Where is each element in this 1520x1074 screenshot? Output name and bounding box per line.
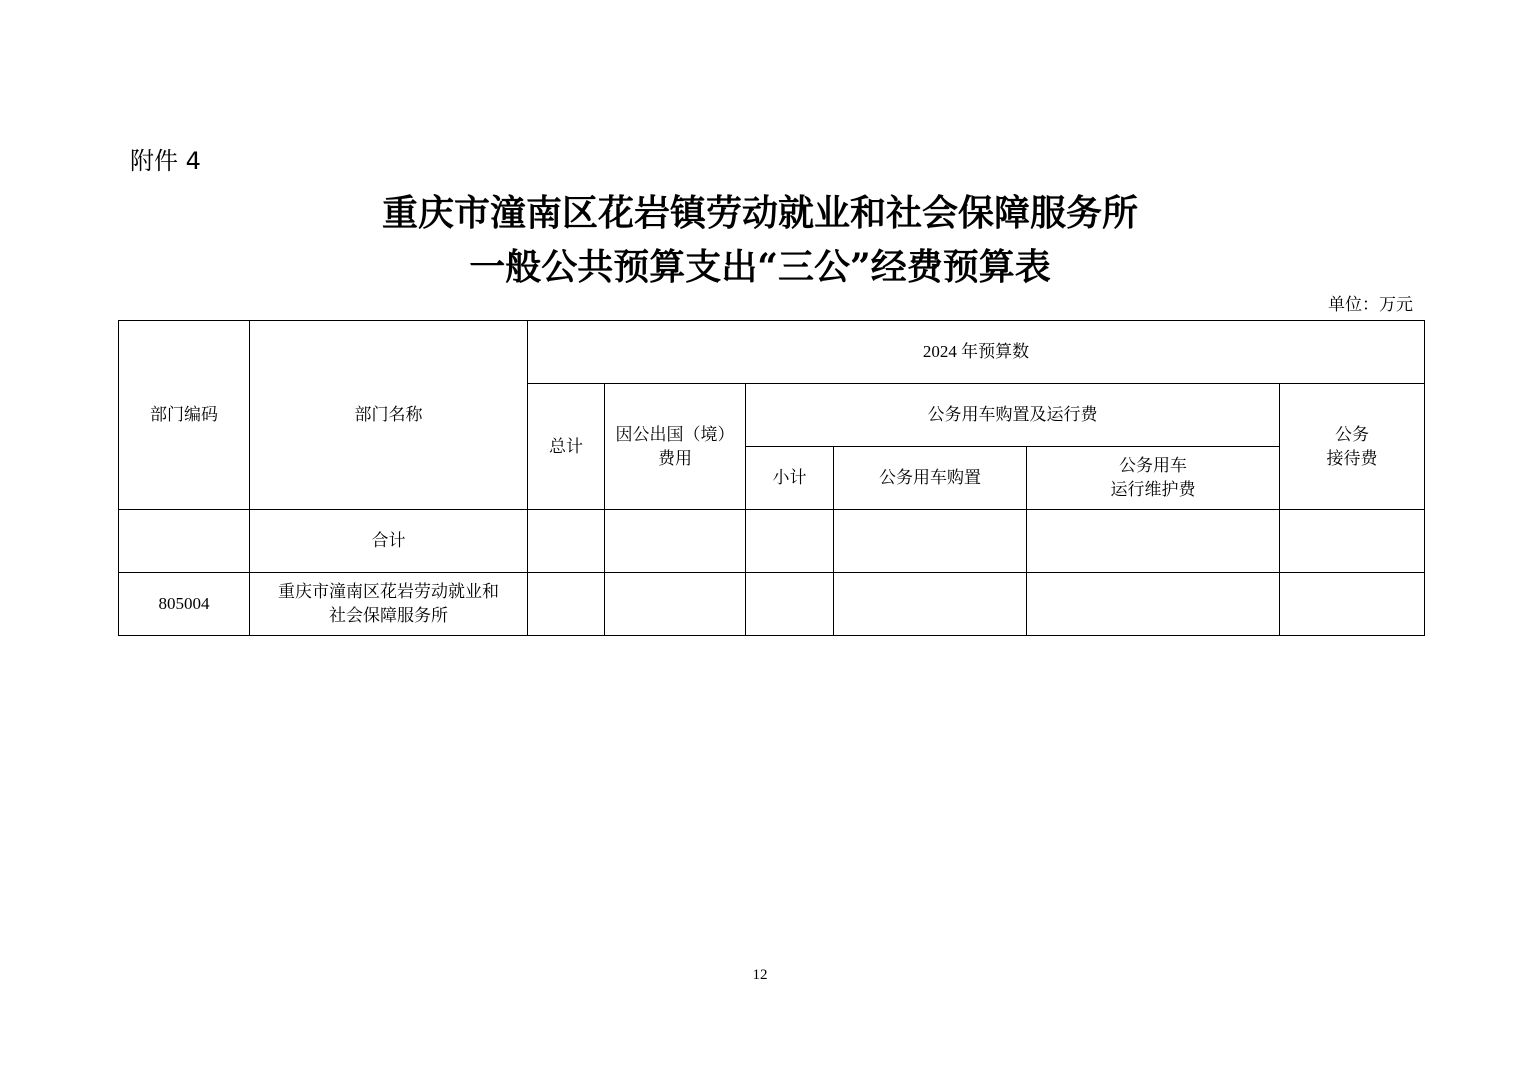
header-overseas xyxy=(605,384,746,510)
cell-vehicle-operation xyxy=(1027,573,1280,636)
header-vehicle-purchase: 公务用车购置 xyxy=(834,447,1027,510)
cell-dept-name-line-2: 社会保障服务所 xyxy=(329,606,448,625)
cell-dept-name-line-1: 重庆市潼南区花岩劳动就业和 xyxy=(278,582,499,601)
cell-dept-code: 805004 xyxy=(119,573,250,636)
cell-dept-name xyxy=(250,573,528,636)
cell-vehicle-subtotal xyxy=(746,510,834,573)
header-reception xyxy=(1280,384,1425,510)
cell-vehicle-subtotal xyxy=(746,573,834,636)
cell-dept-name xyxy=(250,510,528,573)
header-total: 总计 xyxy=(528,384,605,510)
cell-overseas xyxy=(605,510,746,573)
header-overseas-line-1: 因公出国（境） xyxy=(615,424,735,444)
attachment-label: 附件 4 xyxy=(130,147,201,175)
header-dept-name: 部门名称 xyxy=(250,321,528,510)
title-line-1: 重庆市潼南区花岩镇劳动就业和社会保障服务所 xyxy=(381,192,1138,234)
cell-dept-code xyxy=(119,510,250,573)
header-overseas-line-2: 费用 xyxy=(658,448,692,468)
cell-total xyxy=(528,510,605,573)
table-row xyxy=(119,510,1425,573)
header-vehicle-operation xyxy=(1027,447,1280,510)
header-vehicle-operation-line-1: 公务用车 xyxy=(1119,456,1187,475)
table-row xyxy=(119,573,1425,636)
page-number: 12 xyxy=(752,967,768,983)
header-dept-code: 部门编码 xyxy=(119,321,250,510)
cell-dept-name-line-1: 合计 xyxy=(371,531,406,550)
header-vehicle-subtotal: 小计 xyxy=(746,447,834,510)
cell-vehicle-purchase xyxy=(834,573,1027,636)
header-row-1 xyxy=(119,321,1425,384)
header-budget-year: 2024 年预算数 xyxy=(528,321,1425,384)
budget-table xyxy=(118,320,1425,636)
cell-total xyxy=(528,573,605,636)
title-line-2: 一般公共预算支出“三公”经费预算表 xyxy=(469,246,1051,288)
cell-vehicle-purchase xyxy=(834,510,1027,573)
page-title xyxy=(0,186,1520,294)
cell-reception xyxy=(1280,510,1425,573)
header-reception-line-1: 公务 xyxy=(1335,424,1369,444)
cell-reception xyxy=(1280,573,1425,636)
header-vehicle-operation-line-2: 运行维护费 xyxy=(1110,480,1196,499)
header-reception-line-2: 接待费 xyxy=(1326,448,1378,468)
cell-vehicle-operation xyxy=(1027,510,1280,573)
header-vehicle-group: 公务用车购置及运行费 xyxy=(746,384,1280,447)
unit-label: 单位：万元 xyxy=(1328,295,1413,314)
cell-overseas xyxy=(605,573,746,636)
